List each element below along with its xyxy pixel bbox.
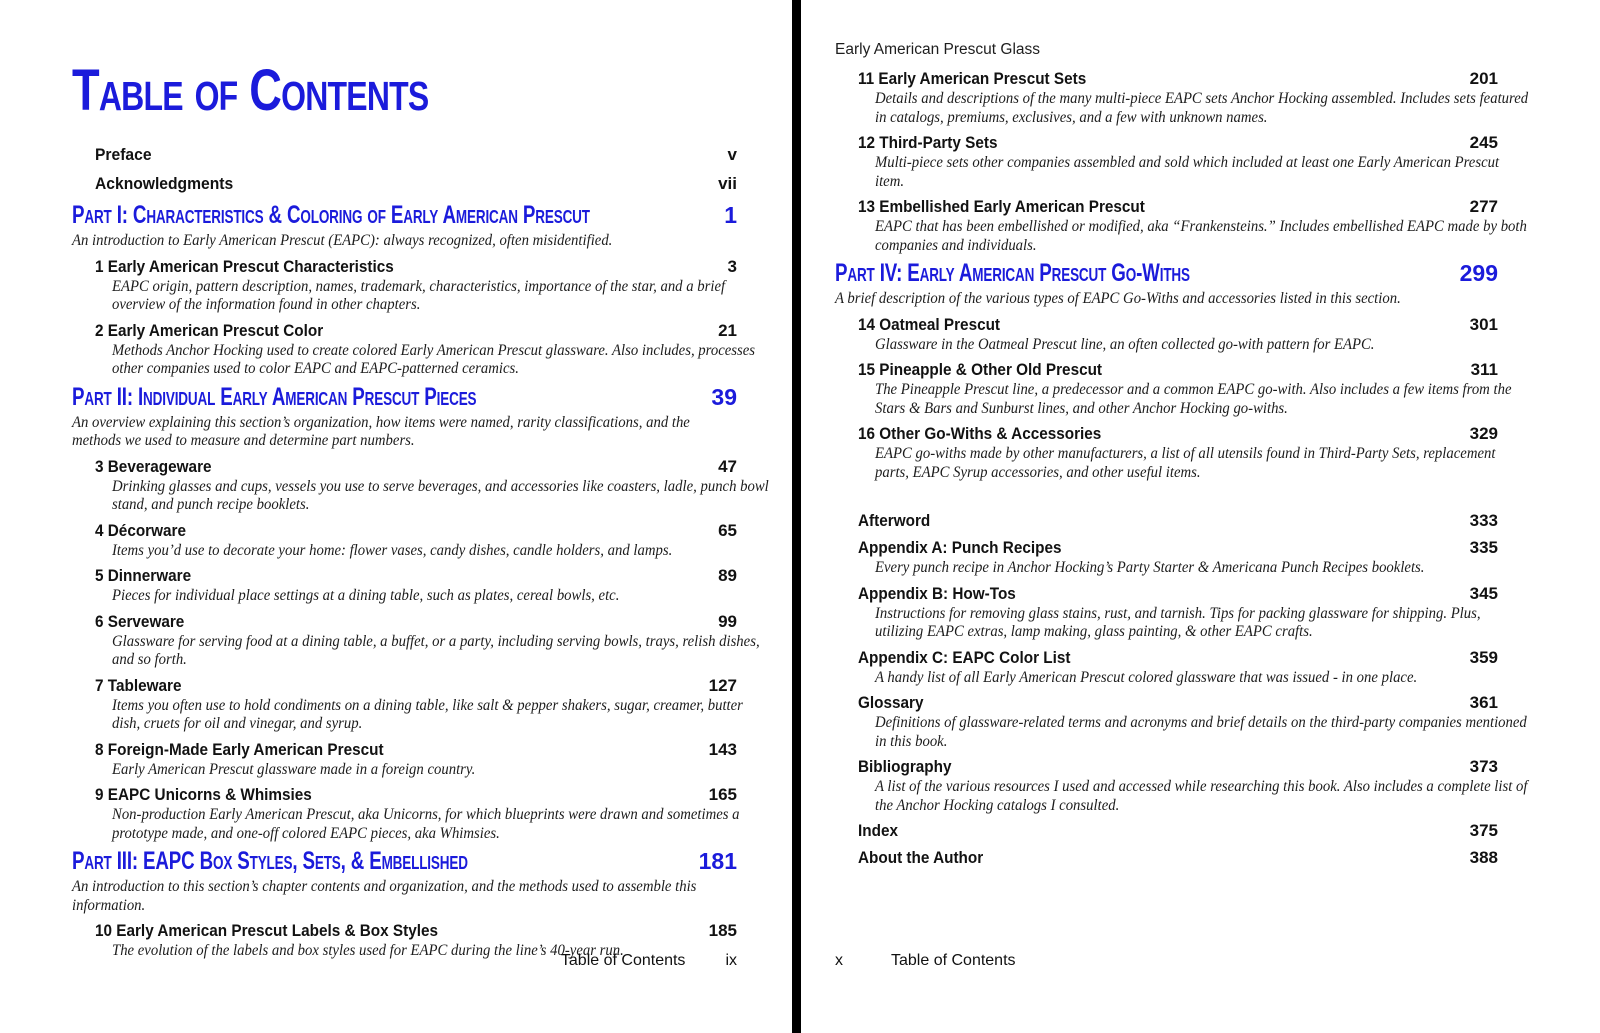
entry-description: Items you’d use to decorate your home: flower vases, candy dishes, candle holders, and lamps. <box>112 541 673 559</box>
entry-page-number: 65 <box>718 520 737 540</box>
entry-page-number: 311 <box>1470 360 1498 379</box>
toc-entry <box>72 520 737 561</box>
entry-page-number: 277 <box>1469 197 1498 216</box>
entry-page-number: 201 <box>1469 69 1498 88</box>
entry-title: 14 Oatmeal Prescut <box>858 314 1001 334</box>
entry-title: Part IV: Early American Prescut Go-Withs <box>835 259 1190 287</box>
toc-entry-row <box>858 132 1498 154</box>
entry-page-number: 181 <box>698 848 737 874</box>
toc-entry <box>835 423 1498 482</box>
toc-entry-row <box>95 456 737 478</box>
toc-entry <box>835 314 1498 355</box>
entry-description: Drinking glasses and cups, vessels you use to serve beverages, and accessories like coasters, ladle, punch bowl stand, and punch recipe booklets. <box>112 477 769 513</box>
front-matter-list <box>72 144 737 196</box>
entry-page-number: 333 <box>1469 511 1498 530</box>
entry-page-number: 329 <box>1469 424 1498 443</box>
entry-title: Part II: Individual Early American Prescut Pieces <box>72 382 477 411</box>
toc-entry <box>835 68 1529 127</box>
entry-description: The evolution of the labels and box styles used for EAPC during the line’s 40-year run. <box>112 942 624 959</box>
entry-page-number: vii <box>718 174 737 193</box>
footer-label: Table of Contents <box>891 952 1016 969</box>
toc-entry <box>835 847 1498 869</box>
page-footer-right <box>835 952 1016 970</box>
footer-page-number: ix <box>725 952 737 969</box>
entry-title: 1 Early American Prescut Characteristics <box>95 256 394 276</box>
toc-entry-row <box>858 359 1498 381</box>
entry-description: Glassware for serving food at a dining table, a buffet, or a party, including serving bowls, trays, relish dishes, and so forth. <box>112 632 760 668</box>
toc-entry-row <box>858 314 1498 336</box>
toc-entry-row <box>858 820 1498 842</box>
entry-page-number: 1 <box>724 202 737 228</box>
toc-entry-row <box>72 384 737 414</box>
entry-description: Instructions for removing glass stains, rust, and tarnish. Tips for packing glassware for shipping. Plus, utilizing EAPC extras, lamp making, glass painting, & other EAPC crafts. <box>875 604 1481 640</box>
entry-description: EAPC go-withs made by other manufacturers, a list of all utensils found in Third-Party Sets, replacement parts, EAPC Syrup accessories, and other useful items. <box>875 445 1496 481</box>
page-footer-left <box>561 952 737 970</box>
toc-entry <box>835 132 1498 191</box>
entry-description: An overview explaining this section’s organization, how items were named, rarity classifications, and the methods we used to measure and determine part numbers. <box>72 413 690 449</box>
toc-entry-row <box>95 675 737 697</box>
toc-entry-row <box>858 537 1498 559</box>
entry-description: The Pineapple Prescut line, a predecessor and a common EAPC go-with. Also includes a few items from the Stars & Bars and Sunburst lines, and other Anchor Hocking go-withs. <box>875 381 1512 417</box>
entry-page-number: 165 <box>708 785 737 804</box>
entry-title: 15 Pineapple & Other Old Prescut <box>858 360 1103 379</box>
entry-title: Part III: EAPC Box Styles, Sets, & Embellished <box>72 847 468 875</box>
entry-description: A handy list of all Early American Prescut colored glassware that was issued - in one place. <box>875 668 1418 686</box>
entry-description: Pieces for individual place settings at a dining table, such as plates, cereal bowls, etc. <box>112 587 620 604</box>
entry-title: Afterword <box>858 511 931 530</box>
entry-page-number: 89 <box>718 566 737 585</box>
entry-description: A list of the various resources I used and accessed while researching this book. Also includes a complete list of the Anchor Hocking catalogs I consulted. <box>875 778 1528 814</box>
entry-page-number: 127 <box>708 675 737 695</box>
entry-title: 13 Embellished Early American Prescut <box>858 197 1145 216</box>
page-right <box>801 0 1600 1033</box>
entry-description: Non-production Early American Prescut, aka Unicorns, for which blueprints were drawn and sometimes a prototype made, and one-off colored EAPC pieces, aka Whimsies. <box>112 806 740 842</box>
entry-page-number: 99 <box>718 611 737 631</box>
toc-entry-row <box>72 202 737 232</box>
entry-description: EAPC origin, pattern description, names, trademark, characteristics, importance of the star, and a brief overview of the information found in other chapters. <box>112 277 726 313</box>
toc-entry-row <box>858 583 1498 605</box>
toc-entry <box>72 173 737 196</box>
entry-title: Glossary <box>858 693 924 712</box>
toc-entry-row <box>95 144 737 167</box>
toc-entry-row <box>95 520 737 542</box>
entry-title: About the Author <box>858 848 984 867</box>
toc-entry-row <box>858 510 1498 532</box>
toc-entry-row <box>858 647 1498 669</box>
footer-label: Table of Contents <box>560 952 686 969</box>
entry-title: 3 Beverageware <box>95 456 212 476</box>
entry-page-number: 375 <box>1469 821 1498 840</box>
entry-description: An introduction to Early American Prescut (EAPC): always recognized, often misidentified. <box>72 232 613 249</box>
entry-page-number: 185 <box>708 921 737 940</box>
toc-entry <box>72 784 740 843</box>
entry-title: 4 Décorware <box>95 520 187 540</box>
toc-entry-row <box>95 739 737 761</box>
toc-entry <box>72 565 737 606</box>
entry-title: 7 Tableware <box>95 675 182 695</box>
entry-page-number: 3 <box>727 256 737 276</box>
toc-entry-row <box>858 423 1498 445</box>
entry-title: 2 Early American Prescut Color <box>95 320 324 340</box>
toc-entry-row <box>95 173 737 196</box>
entry-description: Multi-piece sets other companies assembled and sold which included at least one Early American Prescut item. <box>875 154 1500 190</box>
entry-page-number: 301 <box>1469 314 1498 334</box>
toc-entry <box>72 456 769 515</box>
entry-title: Part I: Characteristics & Coloring of Early American Prescut <box>72 201 590 229</box>
toc-entry-row <box>95 256 737 278</box>
toc-entry-row <box>95 920 737 942</box>
entry-title: Index <box>858 821 898 840</box>
entry-page-number: 373 <box>1469 757 1498 776</box>
toc-entry-row <box>858 68 1498 90</box>
entry-page-number: 388 <box>1469 848 1498 867</box>
page-divider <box>792 0 801 1033</box>
entry-title: 5 Dinnerware <box>95 566 192 585</box>
entry-page-number: 361 <box>1469 693 1498 712</box>
toc-entry <box>72 611 760 670</box>
toc-entry-row <box>835 260 1498 290</box>
entry-title: Acknowledgments <box>95 174 234 193</box>
entry-description: Methods Anchor Hocking used to create colored Early American Prescut glassware. Also includes, processes other companies used to color EAPC and EAPC-patterned ceramics. <box>112 341 756 377</box>
running-header: Early American Prescut Glass <box>835 41 1041 58</box>
entry-description: Glassware in the Oatmeal Prescut line, an often collected go-with pattern for EAPC. <box>875 335 1375 353</box>
entry-page-number: 39 <box>711 383 737 410</box>
entry-description: Every punch recipe in Anchor Hocking’s Party Starter & Americana Punch Recipes booklets. <box>875 559 1425 576</box>
toc-entry <box>835 537 1498 578</box>
entry-title: 11 Early American Prescut Sets <box>858 69 1087 88</box>
entry-title: Appendix C: EAPC Color List <box>858 647 1071 667</box>
entry-title: 10 Early American Prescut Labels & Box Styles <box>95 921 438 940</box>
toc-entry <box>72 256 737 315</box>
entry-title: Preface <box>95 145 152 164</box>
toc-entry <box>835 756 1528 815</box>
entry-page-number: 345 <box>1469 583 1498 603</box>
toc-entry-row <box>95 565 737 587</box>
entry-page-number: 245 <box>1469 133 1498 152</box>
entry-title: 16 Other Go-Withs & Accessories <box>858 424 1102 443</box>
entry-page-number: 21 <box>718 320 737 340</box>
toc-entry <box>72 739 737 780</box>
toc-entry <box>835 820 1498 842</box>
footer-page-number: x <box>835 952 843 969</box>
toc-entry <box>835 359 1512 418</box>
entry-page-number: 335 <box>1469 538 1498 557</box>
toc-entry-row <box>858 847 1498 869</box>
entry-description: Items you often use to hold condiments on a dining table, like salt & pepper shakers, sugar, creamer, butter dish, cruets for oil and vinegar, and syrup. <box>112 696 743 732</box>
toc-sections-left <box>72 201 769 961</box>
toc-entry-row <box>95 784 737 806</box>
toc-entry-row <box>858 692 1498 714</box>
entry-title: 9 EAPC Unicorns & Whimsies <box>95 785 312 804</box>
entry-title: Appendix A: Punch Recipes <box>858 538 1062 557</box>
toc-entry-row <box>858 756 1498 778</box>
entry-title: Appendix B: How-Tos <box>858 583 1016 603</box>
toc-entry <box>835 196 1527 255</box>
toc-entry-row <box>858 196 1498 218</box>
entry-title: Bibliography <box>858 757 952 776</box>
entry-title: 12 Third-Party Sets <box>858 133 998 152</box>
toc-entry <box>835 692 1527 751</box>
toc-sections-right <box>835 68 1529 482</box>
toc-entry <box>835 647 1498 688</box>
entry-page-number: v <box>727 145 737 164</box>
entry-title: 6 Serveware <box>95 611 185 631</box>
page-left <box>0 0 792 1033</box>
entry-page-number: 47 <box>718 456 737 476</box>
toc-entry-row <box>72 848 737 878</box>
entry-page-number: 299 <box>1459 260 1498 286</box>
toc-entry <box>72 144 737 167</box>
toc-entry <box>72 675 743 734</box>
entry-description: Definitions of glassware-related terms and acronyms and brief details on the third-party companies mentioned in this book. <box>875 714 1527 750</box>
entry-description: An introduction to this section’s chapter contents and organization, and the methods used to assemble this information. <box>72 878 697 914</box>
entry-page-number: 143 <box>708 739 737 759</box>
toc-entry-row <box>95 611 737 633</box>
back-matter-list <box>835 510 1528 869</box>
entry-description: EAPC that has been embellished or modified, aka “Frankensteins.” Includes embellished EAPC made by both companies and individuals. <box>875 218 1527 254</box>
entry-description: Early American Prescut glassware made in a foreign country. <box>112 760 476 778</box>
toc-entry <box>835 583 1498 642</box>
toc-entry-row <box>95 320 737 342</box>
entry-description: A brief description of the various types of EAPC Go-Withs and accessories listed in this section. <box>835 290 1401 307</box>
entry-title: 8 Foreign-Made Early American Prescut <box>95 739 384 759</box>
page-title: Table of Contents <box>72 58 429 123</box>
toc-entry <box>72 202 737 251</box>
toc-entry <box>72 848 737 915</box>
toc-entry <box>835 260 1498 309</box>
entry-page-number: 359 <box>1469 647 1498 667</box>
toc-entry <box>835 510 1498 532</box>
toc-entry <box>72 320 756 379</box>
entry-description: Details and descriptions of the many multi-piece EAPC sets Anchor Hocking assembled. Includes sets featured in catalogs, premiums, exclusives, and a few with unknown names. <box>875 90 1529 126</box>
toc-entry <box>72 384 737 451</box>
